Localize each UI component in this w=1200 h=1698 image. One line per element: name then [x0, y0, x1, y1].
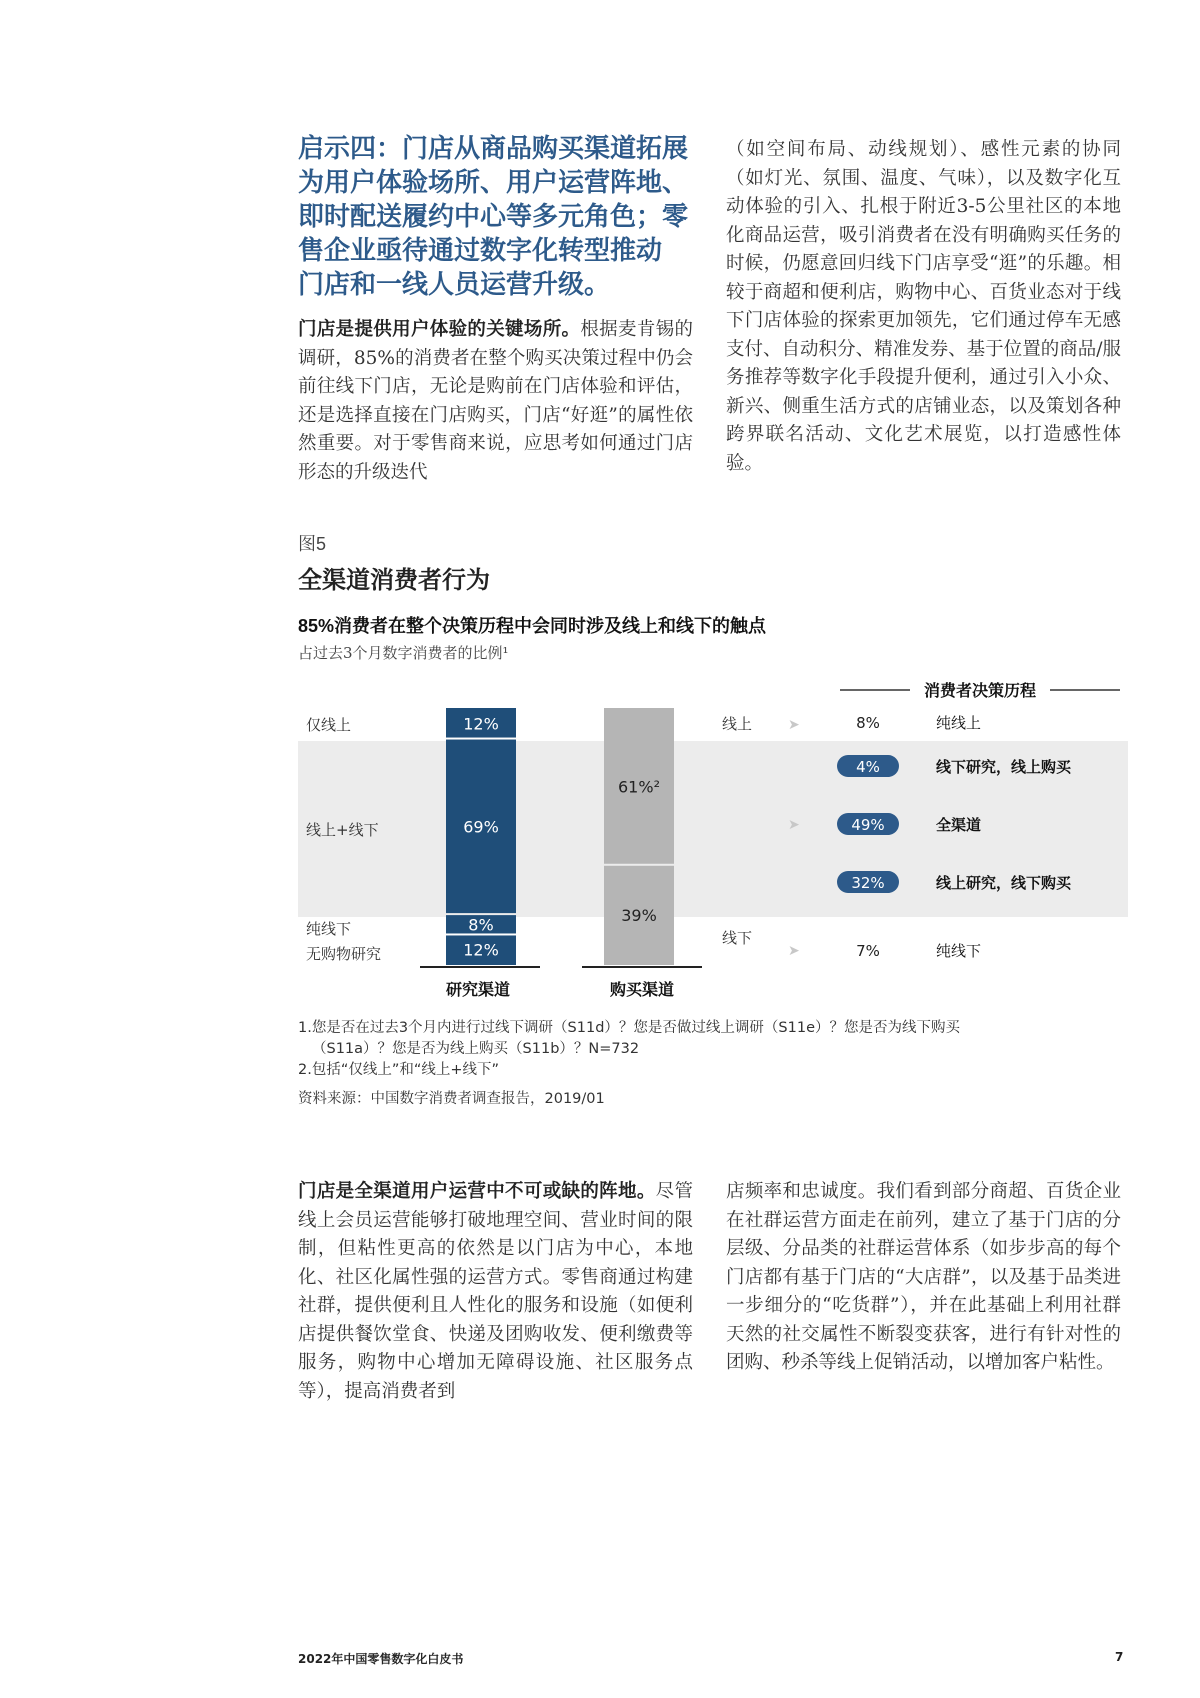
research-bar-segment-label: 8%	[468, 915, 494, 935]
purchase-side-offline: 线下	[722, 929, 753, 947]
research-label-both: 线上+线下	[306, 821, 379, 839]
research-bar-segment-label: 12%	[463, 940, 499, 960]
paragraph-body: 根据麦肯锡的调研，85%的消费者在整个购买决策过程中仍会前往线下门店，无论是购前在门店体验和评估，还是选择直接在门店购买，门店“好逛”的属性依然重要。对于零售商来说，应思考如何通过门店形态的升级迭代	[298, 319, 693, 483]
footnote-1-line-2: （S11a）？您是否为线上购买（S11b）？N=732	[312, 1041, 640, 1057]
journey-label: 线下研究，线上购买	[936, 758, 1072, 776]
category-label-purchase: 购买渠道	[609, 980, 675, 999]
page-number: 7	[1115, 1650, 1124, 1664]
journey-value: 49%	[851, 816, 885, 834]
paragraph-lead: 门店是提供用户体验的关键场所。	[298, 319, 581, 340]
figure-title: 全渠道消费者行为	[298, 565, 490, 594]
source-note: 资料来源：中国数字消费者调查报告，2019/01	[298, 1091, 605, 1107]
research-bar-segment-label: 69%	[463, 817, 499, 837]
purchase-bar-segment-label: 61%²	[618, 777, 660, 797]
footnote-1-line-1: 1.您是否在过去3个月内进行过线下调研（S11d）？您是否做过线上调研（S11e）？您是否为线下购买	[298, 1020, 960, 1036]
journey-header: 消费者决策历程	[923, 681, 1037, 700]
paragraph-lead: 门店是全渠道用户运营中不可或缺的阵地。	[298, 1181, 656, 1202]
journey-label: 全渠道	[936, 816, 982, 834]
arrow-icon: ➤	[788, 943, 800, 959]
research-label-offline-only: 纯线下	[306, 920, 352, 938]
research-bar	[446, 708, 516, 965]
arrow-icon: ➤	[788, 717, 800, 733]
category-label-research: 研究渠道	[445, 980, 511, 999]
heading-line: 即时配送履约中心等多元角色；零	[298, 202, 689, 232]
footnote-2: 2.包括“仅线上”和“线上+线下”	[298, 1062, 500, 1078]
heading-line: 为用户体验场所、用户运营阵地、	[298, 168, 689, 198]
journey-label: 纯线下	[936, 942, 982, 960]
figure-unit: 占过去3个月数字消费者的比例¹	[298, 644, 509, 662]
paragraph-store-operations	[298, 1178, 693, 1406]
purchase-bar-segment-label: 39%	[621, 905, 657, 925]
footnotes	[298, 1018, 1118, 1110]
paragraph-body: 尽管线上会员运营能够打破地理空间、营业时间的限制，但粘性更高的依然是以门店为中心，本地化、社区化属性强的运营方式。零售商通过构建社群，提供便利且人性化的服务和设施（如便利店提供餐饮堂食、快递及团购收发、便利缴费等服务，购物中心增加无障碍设施、社区服务点等），提高消费者到	[298, 1181, 693, 1402]
journey-value: 4%	[856, 758, 880, 776]
journey-label: 线上研究，线下购买	[936, 874, 1072, 892]
research-label-no-research: 无购物研究	[306, 945, 382, 963]
heading-line: 门店和一线人员运营升级。	[298, 270, 611, 300]
journey-value: 32%	[851, 874, 885, 892]
figure-label: 图5	[298, 534, 327, 554]
research-bar-segment-label: 12%	[463, 714, 499, 734]
research-label-online-only: 仅线上	[306, 716, 352, 734]
paragraph-store-experience-continued: （如空间布局、动线规划）、感性元素的协同（如灯光、氛围、温度、气味），以及数字化互动体验的引入、扎根于附近3-5公里社区的本地化商品运营，吸引消费者在没有明确购买任务的时候，仍愿意回归线下门店享受“逛”的乐趣。相较于商超和便利店，购物中心、百货业态对于线下门店体验的探索更加领先，它们通过停车无感支付、自动积分、精准发券、基于位置的商品/服务推荐等数字化手段提升便利，通过引入小众、新兴、侧重生活方式的店铺业态，以及策划各种跨界联名活动、文化艺术展览，以打造感性体验。	[726, 139, 1121, 474]
figure-subtitle: 85%消费者在整个决策历程中会同时涉及线上和线下的触点	[298, 616, 767, 636]
heading-line: 售企业亟待通过数字化转型推动	[298, 236, 663, 266]
purchase-side-online: 线上	[722, 715, 753, 733]
footer-title: 2022年中国零售数字化白皮书	[298, 1652, 464, 1666]
arrow-icon: ➤	[788, 817, 800, 833]
purchase-bar	[604, 708, 674, 965]
paragraph-store-operations-continued: 店频率和忠诚度。我们看到部分商超、百货企业在社群运营方面走在前列，建立了基于门店的分层级、分品类的社群运营体系（如步步高的每个门店都有基于门店的“大店群”，以及基于品类进一步细分的“吃货群”），并在此基础上利用社群天然的社交属性不断裂变获客，进行有针对性的团购、秒杀等线上促销活动，以增加客户粘性。	[726, 1181, 1121, 1373]
journey-value: 8%	[856, 714, 880, 732]
heading-line: 启示四：门店从商品购买渠道拓展	[298, 134, 689, 164]
journey-value: 7%	[856, 942, 880, 960]
journey-label: 纯线上	[936, 714, 982, 732]
